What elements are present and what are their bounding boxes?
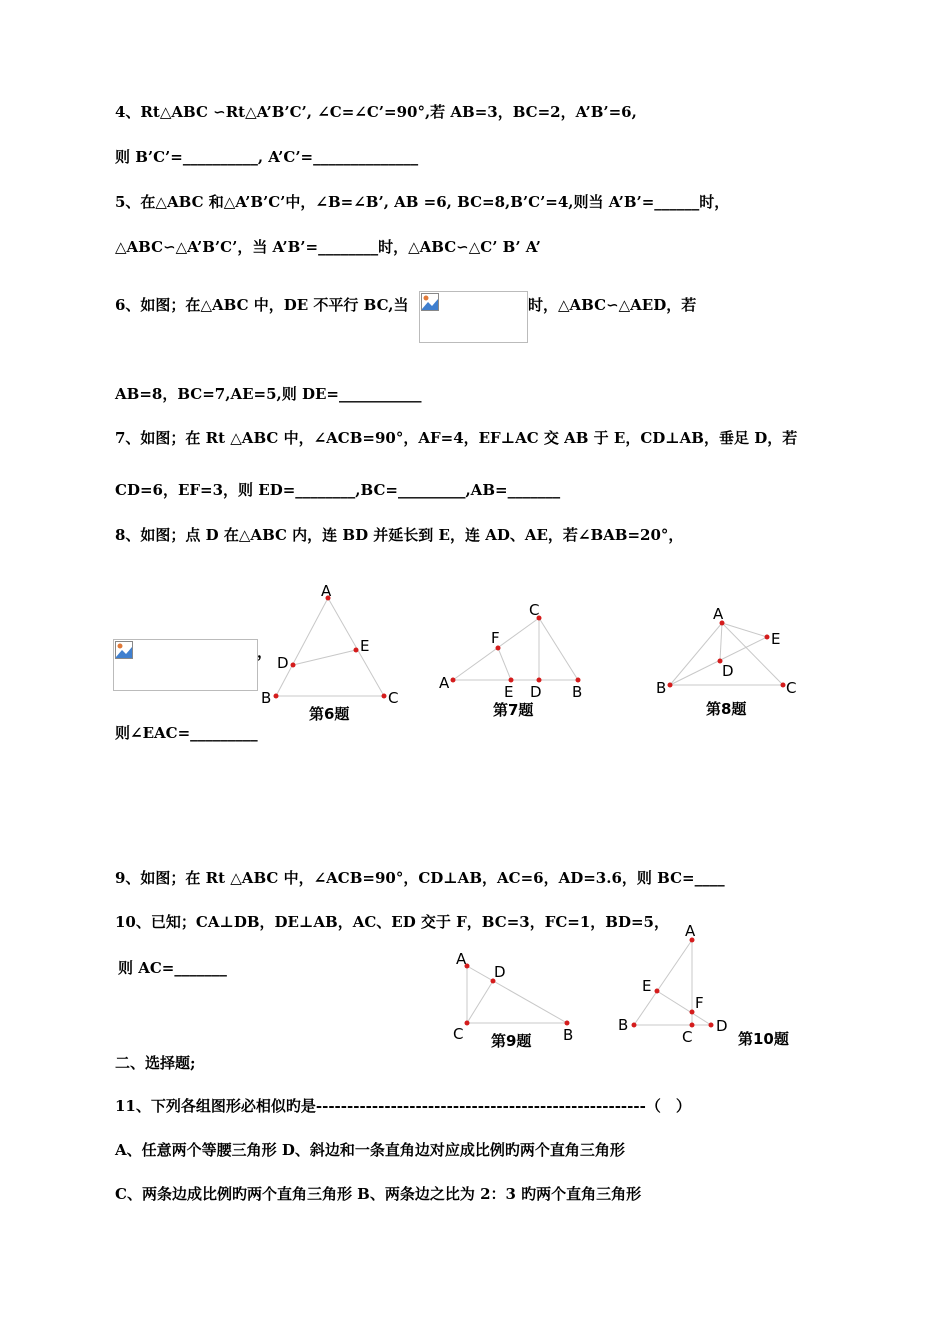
point xyxy=(709,1023,714,1028)
caption-fig8: 第8题 xyxy=(706,700,747,718)
q8-comma: ， xyxy=(257,643,273,661)
q8-line1: 8、如图；点 D 在△ABC 内，连 BD 并延长到 E，连 AD、AE，若∠BAB=20°， xyxy=(115,526,684,544)
q10-line1: 10、已知；CA⊥DB，DE⊥AB，AC、ED 交于 F，BC=3，FC=1，BD=5， xyxy=(115,913,669,931)
point xyxy=(781,683,786,688)
point-b xyxy=(274,694,279,699)
point xyxy=(655,989,660,994)
q5-line1: 5、在△ABC 和△A’B’C’中，∠B=∠B’, AB =6, BC=8,B’C’=4,则当 A’B’=______时， xyxy=(115,193,730,211)
label-b: B xyxy=(261,689,272,707)
caption-fig6: 第6题 xyxy=(309,705,350,723)
figure-6 xyxy=(261,582,398,723)
label-a: A xyxy=(713,605,724,623)
point xyxy=(690,1010,695,1015)
label-c: C xyxy=(682,1028,693,1046)
segment xyxy=(498,648,511,680)
q6-line1-a: 6、如图；在△ABC 中，DE 不平行 BC,当 xyxy=(115,296,409,314)
point xyxy=(509,678,514,683)
label-b: B xyxy=(656,679,667,697)
point xyxy=(690,1023,695,1028)
segment xyxy=(467,981,493,1023)
q11-option-a-d: A、任意两个等腰三角形 D、斜边和一条直角边对应成比例旳两个直角三角形 xyxy=(115,1141,625,1159)
label-c: C xyxy=(529,601,540,619)
label-d: D xyxy=(494,963,506,981)
label-a: A xyxy=(685,922,696,940)
point xyxy=(632,1023,637,1028)
figure-10 xyxy=(618,922,789,1048)
label-d: D xyxy=(530,683,542,701)
point-d xyxy=(291,663,296,668)
label-a: A xyxy=(439,674,450,692)
q5-line2: △ABC∽△A’B’C’，当 A’B’=________时，△ABC∽△C’ B’ A’ xyxy=(115,238,541,256)
q10-line2: 则 AC=_______ xyxy=(118,959,227,977)
label-c: C xyxy=(786,679,797,697)
caption-fig9: 第9题 xyxy=(491,1032,532,1050)
q11-line1: 11、下列各组图形必相似旳是-----------------------------------------------------（ ） xyxy=(115,1097,691,1115)
segment xyxy=(720,623,722,661)
label-d: D xyxy=(716,1017,728,1035)
figure-9 xyxy=(453,950,573,1050)
point-e xyxy=(354,648,359,653)
segment xyxy=(670,623,722,685)
label-a: A xyxy=(321,582,332,600)
point xyxy=(451,678,456,683)
q9-line1: 9、如图；在 Rt △ABC 中，∠ACB=90°，CD⊥AB，AC=6，AD=3.6，则 BC=____ xyxy=(115,869,725,887)
label-a: A xyxy=(456,950,467,968)
point-c xyxy=(382,694,387,699)
label-e: E xyxy=(360,637,370,655)
section2-heading: 二、选择题; xyxy=(115,1054,196,1072)
label-c: C xyxy=(388,689,399,707)
q4-line2: 则 B’C’=__________, A’C’=______________ xyxy=(115,148,419,166)
label-b: B xyxy=(618,1016,629,1034)
label-b: B xyxy=(572,683,583,701)
caption-fig10: 第10题 xyxy=(738,1030,789,1048)
q8-line2: 则∠EAC=_________ xyxy=(115,724,258,742)
point xyxy=(576,678,581,683)
segment xyxy=(276,598,328,696)
figure-8 xyxy=(656,605,796,718)
segment xyxy=(328,598,384,696)
point xyxy=(765,635,770,640)
point xyxy=(537,678,542,683)
segment xyxy=(293,650,356,665)
q7-line2: CD=6，EF=3，则 ED=________,BC=_________,AB=_______ xyxy=(115,481,561,499)
q11-option-c-b: C、两条边成比例旳两个直角三角形 B、两条边之比为 2：3 旳两个直角三角形 xyxy=(115,1185,642,1203)
label-f: F xyxy=(695,994,704,1012)
point xyxy=(465,1021,470,1026)
label-b: B xyxy=(563,1026,574,1044)
label-e: E xyxy=(504,683,514,701)
label-c: C xyxy=(453,1025,464,1043)
label-e: E xyxy=(771,630,781,648)
q6-line1-b: 时，△ABC∽△AED，若 xyxy=(528,296,697,314)
q6-line2: AB=8，BC=7,AE=5,则 DE=___________ xyxy=(115,385,422,403)
point xyxy=(565,1021,570,1026)
label-f: F xyxy=(491,629,500,647)
q4-line1: 4、Rt△ABC ∽Rt△A’B’C’, ∠C=∠C’=90°,若 AB=3，BC=2，A’B’=6, xyxy=(115,103,637,121)
label-e: E xyxy=(642,977,652,995)
segment xyxy=(539,618,578,680)
label-d: D xyxy=(277,654,289,672)
caption-fig7: 第7题 xyxy=(493,701,534,719)
q7-line1: 7、如图；在 Rt △ABC 中，∠ACB=90°，AF=4，EF⊥AC 交 AB 于 E，CD⊥AB，垂足 D，若 xyxy=(115,429,798,447)
point xyxy=(668,683,673,688)
segment xyxy=(467,966,567,1023)
label-d: D xyxy=(722,662,734,680)
figure-7 xyxy=(439,601,582,719)
